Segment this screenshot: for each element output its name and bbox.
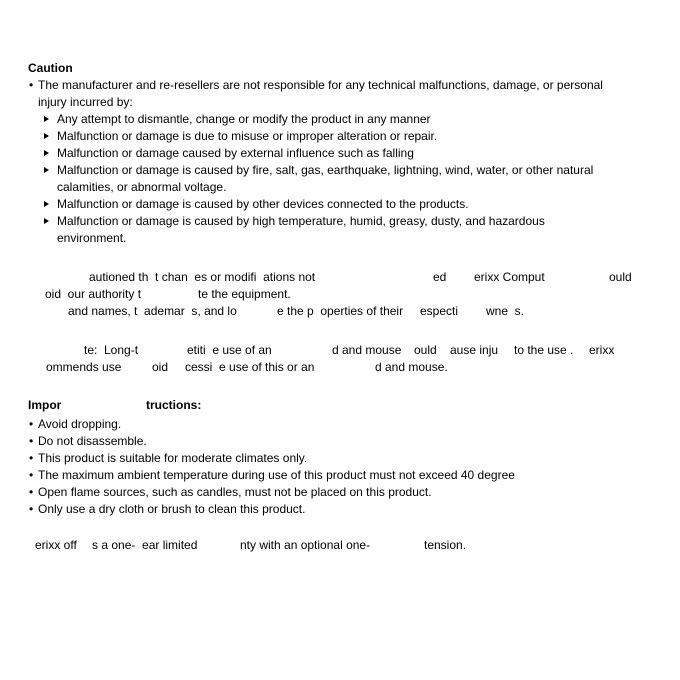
triangle-bullet-icon	[44, 201, 49, 207]
text-fragment: e the p operties of their	[277, 304, 404, 318]
text-fragment: cessi e use of this or an	[185, 360, 315, 374]
text-fragment: etiti e use of an	[187, 343, 272, 357]
text-fragment: tension.	[424, 538, 467, 552]
bullet-dot: •	[29, 451, 34, 465]
caution-item: Malfunction or damage is caused by fire, salt, gas, earthquake, lightning, wind, water, or other natural	[57, 163, 594, 177]
important-item: Avoid dropping.	[38, 417, 122, 431]
text-fragment: oid our authority t	[45, 287, 142, 301]
bullet-dot: •	[29, 468, 34, 482]
caution-item: Any attempt to dismantle, change or modify the product in any manner	[57, 112, 431, 126]
caution-intro-line2: injury incurred by:	[38, 95, 133, 109]
text-fragment: autioned th t chan es or modifi ations not	[89, 270, 316, 284]
caution-item: Malfunction or damage is due to misuse or improper alteration or repair.	[57, 129, 438, 143]
triangle-bullet-icon	[44, 150, 49, 156]
text-fragment: te the equipment.	[198, 287, 291, 301]
caution-item: Malfunction or damage caused by external influence such as falling	[57, 146, 414, 160]
bullet-dot: •	[29, 434, 34, 448]
text-fragment: ommends use	[46, 360, 122, 374]
caution-heading: Caution	[28, 61, 73, 75]
text-fragment: ed	[433, 270, 447, 284]
text-fragment: ould	[414, 343, 437, 357]
caution-item-continued: calamities, or abnormal voltage.	[57, 180, 227, 194]
important-item: This product is suitable for moderate climates only.	[38, 451, 308, 465]
bullet-dot: •	[29, 78, 34, 92]
caution-item: Malfunction or damage is caused by high temperature, humid, greasy, dusty, and hazardous	[57, 214, 545, 228]
text-fragment: nty with an optional one-	[240, 538, 371, 552]
important-item: Only use a dry cloth or brush to clean this product.	[38, 502, 306, 516]
important-heading-part: tructions:	[146, 398, 202, 412]
important-item: Do not disassemble.	[38, 434, 147, 448]
important-item: The maximum ambient temperature during use of this product must not exceed 40 degree	[38, 468, 515, 482]
text-fragment: d and mouse.	[375, 360, 448, 374]
text-fragment: ause inju	[450, 343, 499, 357]
text-fragment: s a one- ear limited	[92, 538, 198, 552]
important-item: Open flame sources, such as candles, must not be placed on this product.	[38, 485, 432, 499]
bullet-dot: •	[29, 417, 34, 431]
text-fragment: erixx	[589, 343, 615, 357]
text-fragment: to the use .	[514, 343, 574, 357]
triangle-bullet-icon	[44, 218, 49, 224]
text-fragment: d and mouse	[332, 343, 402, 357]
text-fragment: especti	[420, 304, 459, 318]
bullet-dot: •	[29, 502, 34, 516]
text-fragment: erixx Comput	[474, 270, 545, 284]
text-fragment: te: Long-t	[84, 343, 139, 357]
important-heading-part: Impor	[28, 398, 62, 412]
text-fragment: erixx off	[35, 538, 77, 552]
triangle-bullet-icon	[44, 167, 49, 173]
caution-item-continued: environment.	[57, 231, 127, 245]
text-fragment: oid	[152, 360, 169, 374]
triangle-bullet-icon	[44, 116, 49, 122]
text-fragment: wne s.	[486, 304, 525, 318]
caution-intro-line1: The manufacturer and re-resellers are not responsible for any technical malfunctions, damage, or personal	[38, 78, 603, 92]
triangle-bullet-icon	[44, 133, 49, 139]
text-fragment: and names, t ademar s, and lo	[68, 304, 237, 318]
bullet-dot: •	[29, 485, 34, 499]
text-fragment: ould	[609, 270, 632, 284]
caution-item: Malfunction or damage is caused by other devices connected to the products.	[57, 197, 469, 211]
